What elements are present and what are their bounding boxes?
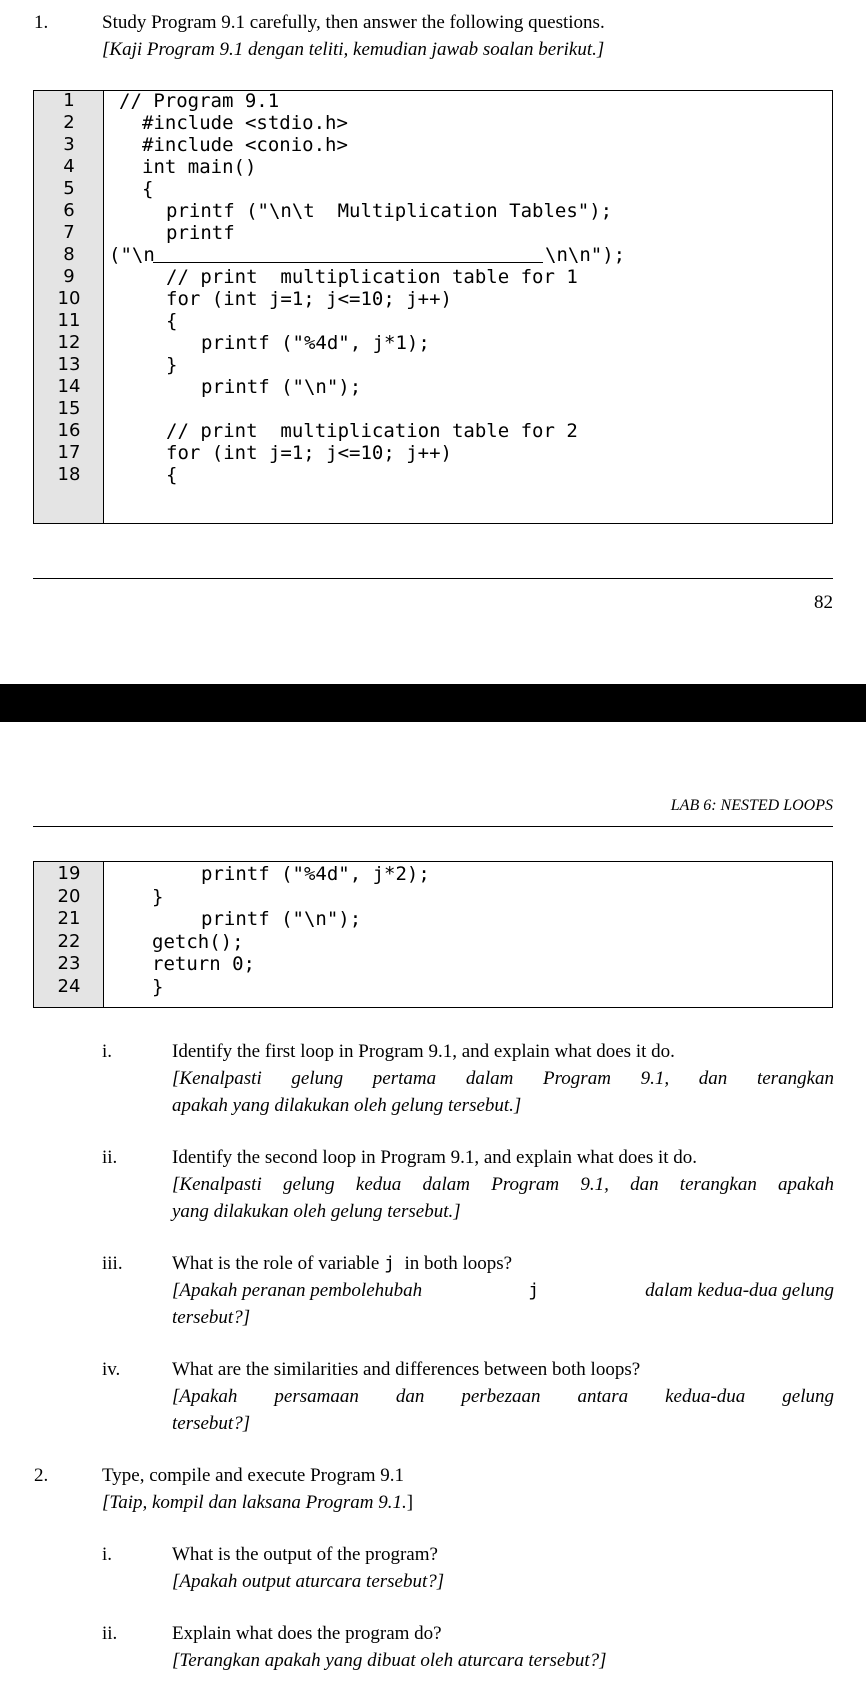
code-line: // print multiplication table for 1 — [166, 266, 578, 288]
line-number: 22 — [57, 930, 81, 952]
question-1-text: Study Program 9.1 carefully, then answer the following questions. — [102, 12, 605, 33]
sub-question-text: Explain what does the program do? — [172, 1623, 442, 1644]
code-line: // Program 9.1 — [119, 90, 280, 112]
sub-question-translation: [Apakah persamaan dan perbezaan antara kedua-dua gelung — [172, 1386, 834, 1407]
line-number: 1 — [63, 90, 75, 111]
page-footer-rule — [33, 578, 833, 579]
code-line: printf ("\n\t Multiplication Tables"); — [166, 200, 613, 222]
code-line: return 0; — [152, 953, 255, 975]
code-line: #include <conio.h> — [142, 134, 348, 156]
sub-question-text: Identify the first loop in Program 9.1, and explain what does it do. — [172, 1041, 675, 1062]
running-header: LAB 6: NESTED LOOPS — [670, 797, 833, 814]
page-header-rule — [33, 826, 833, 827]
line-number: 2 — [63, 112, 75, 133]
code-line: { — [142, 178, 154, 200]
line-number: 21 — [57, 908, 81, 929]
line-number: 12 — [57, 332, 81, 353]
line-number: 18 — [57, 464, 81, 485]
line-number: 8 — [63, 244, 75, 265]
line-number: 7 — [63, 222, 75, 243]
line-number: 13 — [57, 354, 81, 375]
line-number: 23 — [57, 953, 81, 974]
sub-question-text: Identify the second loop in Program 9.1, and explain what does it do. — [172, 1147, 698, 1168]
sub-question-translation — [172, 1278, 834, 1304]
sub-question-translation: [Terangkan apakah yang dibuat oleh aturcara tersebut?] — [172, 1650, 607, 1671]
code-line: } — [152, 975, 164, 998]
code-line: ("\n — [109, 244, 155, 266]
question-1-number: 1. — [34, 12, 49, 33]
question-2-translation — [102, 1490, 413, 1516]
sub-question-text — [172, 1251, 834, 1277]
line-number: 3 — [63, 134, 75, 155]
translation-part: [Apakah peranan pembolehubah — [172, 1280, 423, 1301]
sub-question-translation: apakah yang dilakukan oleh gelung tersebut.] — [172, 1095, 522, 1116]
code-line: for (int j=1; j<=10; j++) — [166, 442, 452, 464]
line-number: 10 — [57, 288, 81, 309]
line-number: 20 — [57, 885, 81, 907]
translation-part: Program 9.1. — [305, 1492, 407, 1513]
code-line: // print multiplication table for 2 — [166, 420, 578, 442]
sub-question-label: iii. — [102, 1253, 123, 1274]
line-number: 17 — [57, 442, 81, 463]
fill-in-blank — [153, 262, 543, 263]
sub-question-text-part: What is the role of variable — [172, 1253, 380, 1274]
code-line: getch(); — [152, 930, 244, 953]
line-number: 19 — [57, 863, 81, 884]
sub-question-label: ii. — [102, 1147, 118, 1168]
code-line: { — [166, 310, 178, 332]
line-number: 14 — [57, 376, 81, 397]
sub-question-text: What are the similarities and differences between both loops? — [172, 1359, 641, 1380]
code-line: printf ("%4d", j*2); — [201, 863, 430, 885]
line-number: 5 — [63, 178, 75, 199]
code-line: #include <stdio.h> — [142, 112, 348, 134]
sub-question-translation: tersebut?] — [172, 1307, 251, 1328]
code-line-end: \n\n"); — [545, 244, 626, 266]
page-break-bar — [0, 684, 866, 722]
line-number: 15 — [57, 398, 81, 419]
sub-question-translation: tersebut?] — [172, 1413, 251, 1434]
question-1-translation: [Kaji Program 9.1 dengan teliti, kemudian jawab soalan berikut.] — [102, 39, 605, 60]
sub-question-text-part: in both loops? — [404, 1253, 513, 1274]
sub-question-translation: yang dilakukan oleh gelung tersebut.] — [172, 1201, 461, 1222]
question-2-number: 2. — [34, 1465, 49, 1486]
sub-question-label: ii. — [102, 1623, 118, 1644]
code-line: for (int j=1; j<=10; j++) — [166, 288, 452, 310]
translation-part: ] — [406, 1492, 414, 1513]
line-number: 4 — [63, 156, 75, 177]
code-line: printf — [166, 222, 235, 244]
code-line: printf ("%4d", j*1); — [201, 332, 430, 354]
code-line: printf ("\n"); — [201, 376, 362, 398]
variable-j: j — [528, 1280, 540, 1301]
sub-question-label: i. — [102, 1041, 113, 1062]
line-number: 16 — [57, 420, 81, 441]
sub-question-translation: [Kenalpasti gelung pertama dalam Program 9.1, dan terangkan — [172, 1068, 834, 1089]
sub-question-translation: [Apakah output aturcara tersebut?] — [172, 1571, 445, 1592]
question-2-text: Type, compile and execute Program 9.1 — [102, 1465, 405, 1486]
code-line: } — [166, 354, 178, 376]
sub-question-translation: [Kenalpasti gelung kedua dalam Program 9.1, dan terangkan apakah — [172, 1174, 834, 1195]
sub-question-label: iv. — [102, 1359, 121, 1380]
line-number: 24 — [57, 975, 81, 997]
code-listing-part-2 — [33, 861, 833, 1008]
variable-j: j — [384, 1253, 395, 1274]
sub-question-text: What is the output of the program? — [172, 1544, 438, 1565]
code-listing-part-1 — [33, 90, 833, 524]
line-number: 6 — [63, 200, 75, 221]
code-line: } — [152, 885, 164, 908]
line-number: 11 — [57, 310, 81, 331]
code-line: { — [166, 464, 178, 486]
code-line: printf ("\n"); — [201, 908, 362, 930]
line-number: 9 — [63, 266, 75, 287]
code-line: int main() — [142, 156, 257, 178]
sub-question-label: i. — [102, 1544, 113, 1565]
page-number: 82 — [814, 592, 833, 613]
translation-part: [Taip, kompil dan laksana — [102, 1492, 306, 1513]
translation-part: dalam kedua-dua gelung — [645, 1280, 834, 1301]
